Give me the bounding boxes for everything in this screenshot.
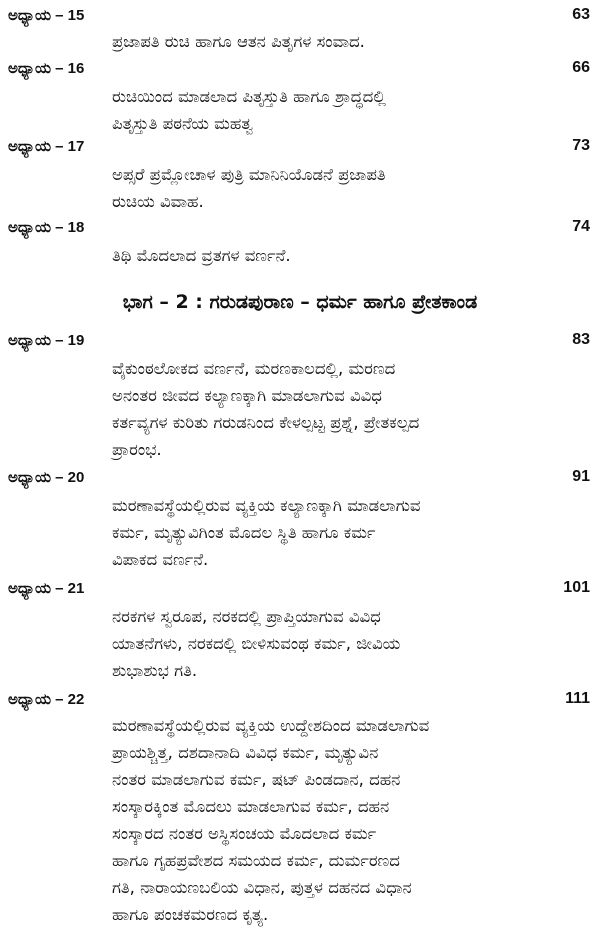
description-line: ವೈಕುಂಠಲೋಕದ ವರ್ಣನೆ, ಮರಣಕಾಲದಲ್ಲಿ, ಮರಣದ (112, 359, 396, 378)
chapter-label: ಅಧ್ಯಾಯ – 22 (8, 690, 85, 708)
description-line: ನರಕಗಳ ಸ್ವರೂಪ, ನರಕದಲ್ಲಿ ಪ್ರಾಪ್ತಿಯಾಗುವ ವಿವಿಧ (112, 607, 381, 626)
page-number: 66 (572, 59, 590, 76)
description-line: ಸಂಸ್ಕಾರಕ್ಕಿಂತ ಮೊದಲು ಮಾಡಲಾಗುವ ಕರ್ಮ, ದಹನ (112, 797, 390, 816)
chapter-heading (8, 216, 590, 238)
chapter-description (112, 28, 512, 55)
chapter-description (112, 355, 512, 463)
chapter-label: ಅಧ್ಯಾಯ – 20 (8, 468, 85, 486)
chapter-label: ಅಧ್ಯಾಯ – 17 (8, 137, 85, 155)
chapter-heading (8, 135, 590, 157)
chapter-label: ಅಧ್ಯಾಯ – 19 (8, 331, 85, 349)
description-line: ಹಾಗೂ ಪಂಚಕಮರಣದ ಕೃತ್ಯ. (112, 905, 269, 924)
chapter-description (112, 712, 512, 928)
description-line: ಕರ್ಮ, ಮೃತ್ಯುವಿಗಿಂತ ಮೊದಲ ಸ್ಥಿತಿ ಹಾಗೂ ಕರ್ಮ (112, 523, 376, 542)
description-line: ರುಚಿಯಿಂದ ಮಾಡಲಾದ ಪಿತೃಸ್ತುತಿ ಹಾಗೂ ಶ್ರಾದ್ಧದಲ್ಲಿ (112, 87, 386, 106)
chapter-label: ಅಧ್ಯಾಯ – 18 (8, 218, 85, 236)
section-title: ಭಾಗ – 2 : ಗರುಡಪುರಾಣ – ಧರ್ಮ ಹಾಗೂ ಪ್ರೇತಕಾಂಡ (122, 291, 478, 313)
chapter-heading (8, 329, 590, 351)
description-line: ಹಾಗೂ ಗೃಹಪ್ರವೇಶದ ಸಮಯದ ಕರ್ಮ, ದುರ್ಮರಣದ (112, 851, 400, 870)
chapter-label: ಅಧ್ಯಾಯ – 21 (8, 579, 85, 597)
description-line: ಪಿತೃಸ್ತುತಿ ಪಠನೆಯ ಮಹತ್ವ (112, 114, 254, 133)
page-number: 101 (563, 579, 590, 596)
description-line: ಗತಿ, ನಾರಾಯಣಬಲಿಯ ವಿಧಾನ, ಪುತ್ತಳ ದಹನದ ವಿಧಾನ (112, 878, 412, 897)
chapter-heading (8, 688, 590, 710)
description-line: ಪ್ರಜಾಪತಿ ರುಚಿ ಹಾಗೂ ಆತನ ಪಿತೃಗಳ ಸಂವಾದ. (112, 32, 365, 51)
chapter-description (112, 161, 512, 215)
description-line: ಸಂಸ್ಕಾರದ ನಂತರ ಅಸ್ಥಿಸಂಚಯ ಮೊದಲಾದ ಕರ್ಮ (112, 824, 377, 843)
page-number: 74 (572, 218, 590, 235)
description-line: ಅನಂತರ ಜೀವದ ಕಲ್ಯಾಣಕ್ಕಾಗಿ ಮಾಡಲಾಗುವ ವಿವಿಧ (112, 386, 382, 405)
chapter-label: ಅಧ್ಯಾಯ – 16 (8, 59, 85, 77)
description-line: ರುಚಿಯ ವಿವಾಹ. (112, 192, 204, 211)
description-line: ಪ್ರಾಯಶ್ಚಿತ್ತ, ದಶದಾನಾದಿ ವಿವಿಧ ಕರ್ಮ, ಮೃತ್ಯುವಿನ (112, 743, 379, 762)
page-number: 91 (572, 468, 590, 485)
page-number: 111 (565, 690, 590, 707)
chapter-heading (8, 57, 590, 79)
description-line: ಅಪ್ಸರೆ ಪ್ರಮ್ಲೋಚಾಳ ಪುತ್ರಿ ಮಾನಿನಿಯೊಡನೆ ಪ್ರಜಾಪತಿ (112, 165, 386, 184)
chapter-heading (8, 466, 590, 488)
description-line: ಪ್ರಾರಂಭ. (112, 440, 162, 459)
description-line: ನಂತರ ಮಾಡಲಾಗುವ ಕರ್ಮ, ಷಟ್ ಪಿಂಡದಾನ, ದಹನ (112, 770, 401, 789)
description-line: ವಿಪಾಕದ ವರ್ಣನೆ. (112, 550, 209, 569)
page-number: 73 (572, 137, 590, 154)
description-line: ಮರಣಾವಸ್ಥೆಯಲ್ಲಿರುವ ವ್ಯಕ್ತಿಯ ಕಲ್ಯಾಣಕ್ಕಾಗಿ ಮಾಡಲಾಗುವ (112, 496, 421, 515)
chapter-description (112, 83, 512, 137)
description-line: ಶುಭಾಶುಭ ಗತಿ. (112, 661, 198, 680)
description-line: ಮರಣಾವಸ್ಥೆಯಲ್ಲಿರುವ ವ್ಯಕ್ತಿಯ ಉದ್ದೇಶದಿಂದ ಮಾಡಲಾಗುವ (112, 716, 430, 735)
page-number: 63 (572, 6, 590, 23)
description-line: ತಿಥಿ ಮೊದಲಾದ ವ್ರತಗಳ ವರ್ಣನೆ. (112, 246, 291, 265)
chapter-heading (8, 4, 590, 26)
chapter-description (112, 603, 512, 684)
description-line: ಕರ್ತವ್ಯಗಳ ಕುರಿತು ಗರುಡನಿಂದ ಕೇಳಲ್ಪಟ್ಟ ಪ್ರಶ್ನೆ, ಪ್ರೇತಕಲ್ಪದ (112, 413, 420, 432)
chapter-label: ಅಧ್ಯಾಯ – 15 (8, 6, 85, 24)
description-line: ಯಾತನೆಗಳು, ನರಕದಲ್ಲಿ ಬೀಳಿಸುವಂಥ ಕರ್ಮ, ಜೀವಿಯ (112, 634, 401, 653)
chapter-description (112, 492, 512, 573)
chapter-heading (8, 577, 590, 599)
chapter-description (112, 242, 512, 269)
page-number: 83 (572, 331, 590, 348)
